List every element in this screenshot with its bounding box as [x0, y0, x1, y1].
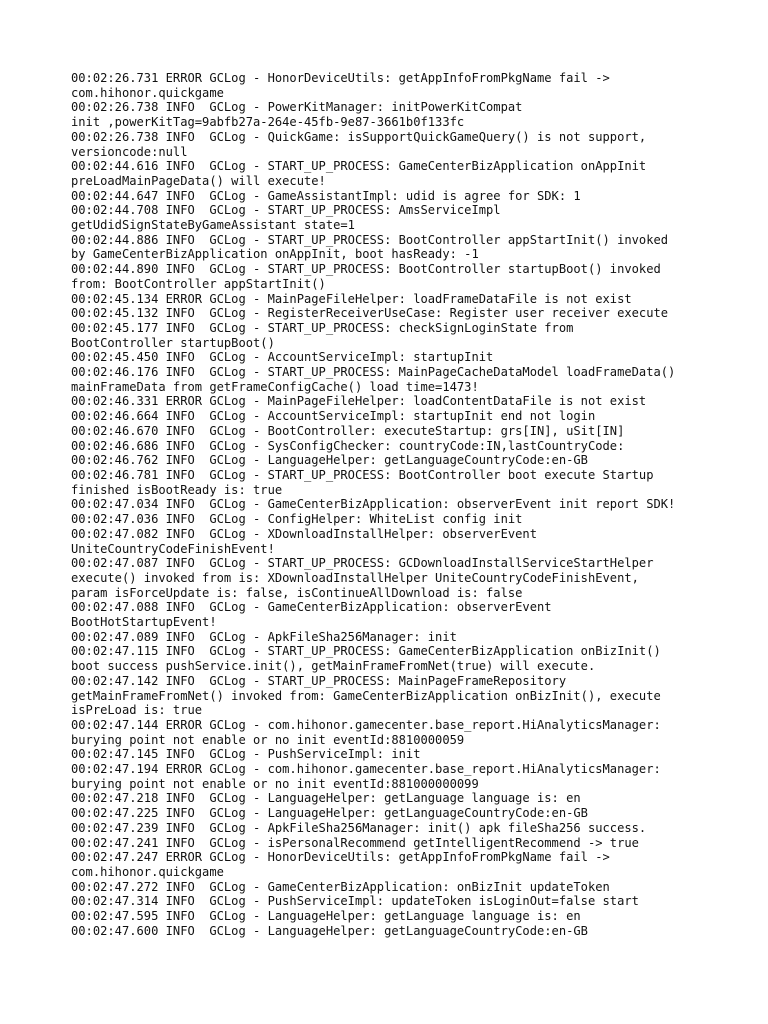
log-line: 00:02:47.600 INFO GCLog - LanguageHelper: getLanguageCountryCode:en-GB: [71, 923, 588, 938]
log-line: 00:02:47.239 INFO GCLog - ApkFileSha256Manager: init() apk fileSha256 success.: [71, 820, 647, 835]
log-line: by GameCenterBizApplication onAppInit, boot hasReady: -1: [71, 247, 479, 262]
log-line: 00:02:47.241 INFO GCLog - isPersonalRecommend getIntelligentRecommend -> true: [71, 835, 639, 850]
log-line: 00:02:47.142 INFO GCLog - START_UP_PROCESS: MainPageFrameRepository: [71, 673, 567, 688]
log-line: 00:02:47.247 ERROR GCLog - HonorDeviceUtils: getAppInfoFromPkgName fail ->: [71, 850, 610, 865]
log-line: 00:02:46.664 INFO GCLog - AccountServiceImpl: startupInit end not login: [71, 409, 596, 424]
log-line: BootHotStartupEvent!: [71, 615, 217, 630]
log-line: preLoadMainPageData() will execute!: [71, 173, 326, 188]
log-line: 00:02:47.036 INFO GCLog - ConfigHelper: WhiteList config init: [71, 512, 523, 527]
log-line: 00:02:46.781 INFO GCLog - START_UP_PROCESS: BootController boot execute Startup: [71, 467, 654, 482]
log-line: 00:02:47.034 INFO GCLog - GameCenterBizApplication: observerEvent init report SDK!: [71, 497, 676, 512]
log-line: 00:02:45.134 ERROR GCLog - MainPageFileHelper: loadFrameDataFile is not exist: [71, 291, 632, 306]
log-line: 00:02:47.144 ERROR GCLog - com.hihonor.gamecenter.base_report.HiAnalyticsManager:: [71, 717, 661, 732]
log-line: 00:02:44.647 INFO GCLog - GameAssistantImpl: udid is agree for SDK: 1: [71, 188, 581, 203]
log-line: com.hihonor.quickgame: [71, 85, 224, 100]
log-line: BootController startupBoot(): [71, 335, 275, 350]
log-document: [71, 71, 751, 938]
log-line: boot success pushService.init(), getMainFrameFromNet(true) will execute.: [71, 659, 596, 674]
log-line: 00:02:47.115 INFO GCLog - START_UP_PROCESS: GameCenterBizApplication onBizInit(): [71, 644, 661, 659]
log-line: 00:02:47.194 ERROR GCLog - com.hihonor.gamecenter.base_report.HiAnalyticsManager:: [71, 762, 661, 777]
log-line: 00:02:47.225 INFO GCLog - LanguageHelper: getLanguageCountryCode:en-GB: [71, 806, 588, 821]
log-line: param isForceUpdate is: false, isContinueAllDownload is: false: [71, 585, 523, 600]
log-line: finished isBootReady is: true: [71, 482, 283, 497]
log-line: 00:02:26.738 INFO GCLog - PowerKitManager: initPowerKitCompat: [71, 100, 523, 115]
log-line: 00:02:47.218 INFO GCLog - LanguageHelper: getLanguage language is: en: [71, 791, 581, 806]
log-line: 00:02:46.686 INFO GCLog - SysConfigChecker: countryCode:IN,lastCountryCode:: [71, 438, 625, 453]
log-line: 00:02:26.738 INFO GCLog - QuickGame: isSupportQuickGameQuery() is not support,: [71, 129, 647, 144]
log-line: 00:02:45.132 INFO GCLog - RegisterReceiverUseCase: Register user receiver execute: [71, 306, 669, 321]
log-line: from: BootController appStartInit(): [71, 276, 326, 291]
log-line: 00:02:46.176 INFO GCLog - START_UP_PROCESS: MainPageCacheDataModel loadFrameData(): [71, 365, 676, 380]
log-line: 00:02:47.087 INFO GCLog - START_UP_PROCESS: GCDownloadInstallServiceStartHelper: [71, 556, 654, 571]
log-line: execute() invoked from is: XDownloadInstallHelper UniteCountryCodeFinishEvent,: [71, 570, 639, 585]
log-line: getMainFrameFromNet() invoked from: GameCenterBizApplication onBizInit(), execute: [71, 688, 661, 703]
log-line: 00:02:46.331 ERROR GCLog - MainPageFileHelper: loadContentDataFile is not exist: [71, 394, 647, 409]
log-line: 00:02:47.272 INFO GCLog - GameCenterBizApplication: onBizInit updateToken: [71, 879, 610, 894]
log-line: 00:02:26.731 ERROR GCLog - HonorDeviceUtils: getAppInfoFromPkgName fail ->: [71, 71, 610, 85]
log-line: isPreLoad is: true: [71, 703, 203, 718]
log-line: 00:02:47.089 INFO GCLog - ApkFileSha256Manager: init: [71, 629, 457, 644]
log-line: burying point not enable or no init eventId:881000000099: [71, 776, 479, 791]
log-line: 00:02:46.762 INFO GCLog - LanguageHelper: getLanguageCountryCode:en-GB: [71, 453, 588, 468]
log-line: 00:02:47.595 INFO GCLog - LanguageHelper: getLanguage language is: en: [71, 909, 581, 924]
log-line: 00:02:44.708 INFO GCLog - START_UP_PROCESS: AmsServiceImpl: [71, 203, 501, 218]
log-line: versioncode:null: [71, 144, 188, 159]
log-line: 00:02:44.886 INFO GCLog - START_UP_PROCESS: BootController appStartInit() invoked: [71, 232, 669, 247]
log-line: 00:02:45.177 INFO GCLog - START_UP_PROCESS: checkSignLoginState from: [71, 320, 574, 335]
log-line: 00:02:44.616 INFO GCLog - START_UP_PROCESS: GameCenterBizApplication onAppInit: [71, 159, 647, 174]
log-text: [71, 71, 751, 938]
log-line: com.hihonor.quickgame: [71, 864, 224, 879]
log-line: 00:02:44.890 INFO GCLog - START_UP_PROCESS: BootController startupBoot() invoked: [71, 262, 661, 277]
log-line: 00:02:47.082 INFO GCLog - XDownloadInstallHelper: observerEvent: [71, 526, 537, 541]
log-line: 00:02:45.450 INFO GCLog - AccountServiceImpl: startupInit: [71, 350, 494, 365]
log-line: burying point not enable or no init eventId:8810000059: [71, 732, 465, 747]
log-line: getUdidSignStateByGameAssistant state=1: [71, 218, 355, 233]
log-line: UniteCountryCodeFinishEvent!: [71, 541, 275, 556]
log-line: 00:02:47.088 INFO GCLog - GameCenterBizApplication: observerEvent: [71, 600, 552, 615]
log-line: 00:02:46.670 INFO GCLog - BootController: executeStartup: grs[IN], uSit[IN]: [71, 423, 625, 438]
log-line: 00:02:47.145 INFO GCLog - PushServiceImpl: init: [71, 747, 421, 762]
log-line: init ,powerKitTag=9abfb27a-264e-45fb-9e87-3661b0f133fc: [71, 115, 465, 130]
log-line: mainFrameData from getFrameConfigCache() load time=1473!: [71, 379, 479, 394]
log-line: 00:02:47.314 INFO GCLog - PushServiceImpl: updateToken isLoginOut=false start: [71, 894, 639, 909]
